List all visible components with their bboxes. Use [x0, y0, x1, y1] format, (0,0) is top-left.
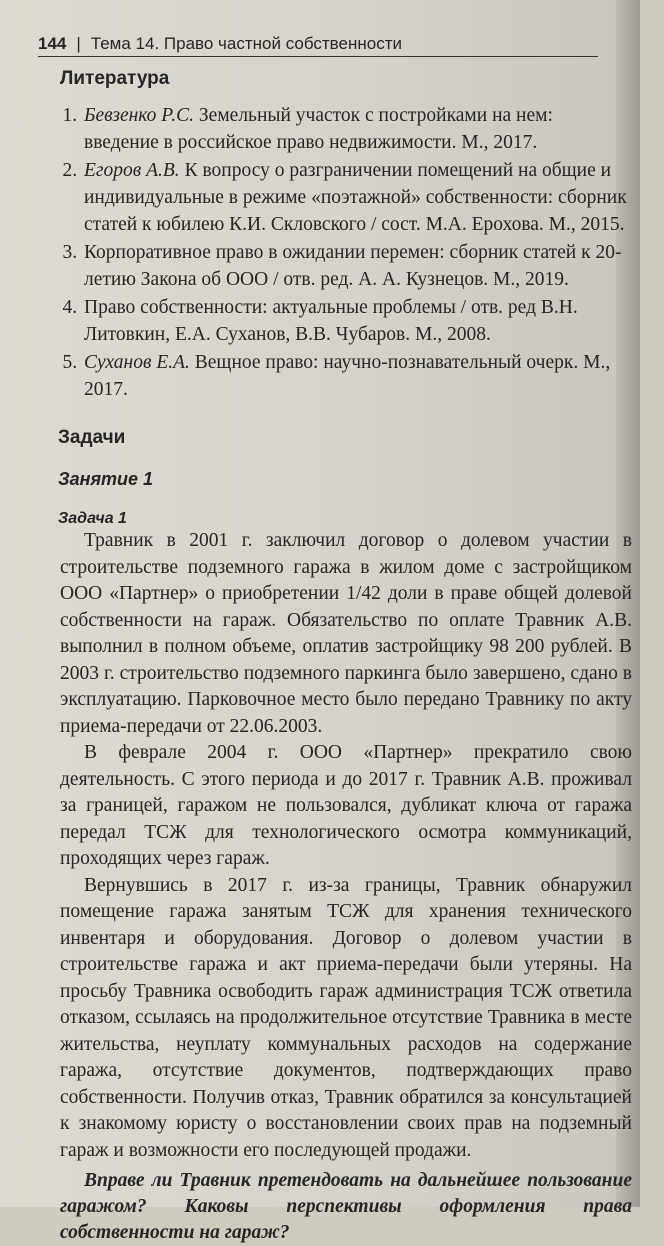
tasks-heading: Задачи — [58, 427, 126, 448]
page-content — [60, 68, 632, 1246]
literature-heading: Литература — [60, 68, 170, 89]
chapter-title: Тема 14. Право частной собственности — [90, 34, 402, 53]
literature-item: 1. Бевзенко Р.С. Земельный участок с постройками на нем: введение в российское право недвижимости. М., 2017. — [82, 102, 632, 156]
literature-list — [60, 102, 632, 403]
literature-item: 5. Суханов Е.А. Вещное право: научно-познавательный очерк. М., 2017. — [82, 349, 632, 403]
literature-item: 4. Право собственности: актуальные проблемы / отв. ред В.Н. Литовкин, Е.А. Суханов, В.В. Чубаров. М., 2008. — [82, 294, 632, 348]
task-heading: Задача 1 — [58, 510, 127, 527]
running-header — [38, 10, 598, 57]
task-question: Вправе ли Травник претендовать на дальнейшее пользование гаражом? Каковы перспективы оформления права собственности на гараж? — [60, 1170, 632, 1243]
task-paragraph: Травник в 2001 г. заключил договор о долевом участии в строительстве подземного гаража в жилом доме с застройщиком ООО «Партнер» о приобретении 1/42 доли в праве общей долевой собственности на гараж. Обязательство по оплате Травник А.В. выполнил в полном объеме, оплатив застройщику 98 200 рублей. В 2003 г. строительство подземного паркинга было завершено, сдано в эксплуатацию. Парковочное место было передано Травнику по акту приема-передачи от 22.06.2003. — [60, 530, 632, 737]
page-number: 144 — [38, 34, 67, 53]
header-separator: | — [76, 34, 81, 53]
task-paragraph: В феврале 2004 г. ООО «Партнер» прекратило свою деятельность. С этого периода и до 2017 г. Травник А.В. проживал за границей, гаражом не пользовался, дубликат ключа от гаража передал ТСЖ для технологического осмотра коммуникаций, проходящих через гараж. — [60, 742, 632, 869]
literature-item: 3. Корпоративное право в ожидании перемен: сборник статей к 20-летию Закона об ООО / отв. ред. А. А. Кузнецов. М., 2019. — [82, 239, 632, 293]
lesson-heading: Занятие 1 — [58, 469, 154, 489]
task-paragraph: Вернувшись в 2017 г. из-за границы, Травник обнаружил помещение гаража занятым ТСЖ для хранения технического инвентаря и оборудования. Договор о долевом участии в строительстве гаража и акт приема-передачи были утеряны. На просьбу Травника освободить гараж администрация ТСЖ ответила отказом, ссылаясь на продолжительное отсутствие Травника в месте жительства, неуплату коммунальных расходов на содержание гаража, отсутствие документов, подтверждающих право собственности. Получив отказ, Травник обратился за консультацией к знакомому юристу о восстановлении своих прав на подземный гараж и возможности его последующей продажи. — [60, 874, 632, 1161]
literature-item: 2. Егоров А.В. К вопросу о разграничении помещений на общие и индивидуальные в режиме «поэтажной» собственности: сборник статей к юбилею К.И. Скловского / сост. М.А. Ерохова. М., 2015. — [82, 157, 632, 238]
